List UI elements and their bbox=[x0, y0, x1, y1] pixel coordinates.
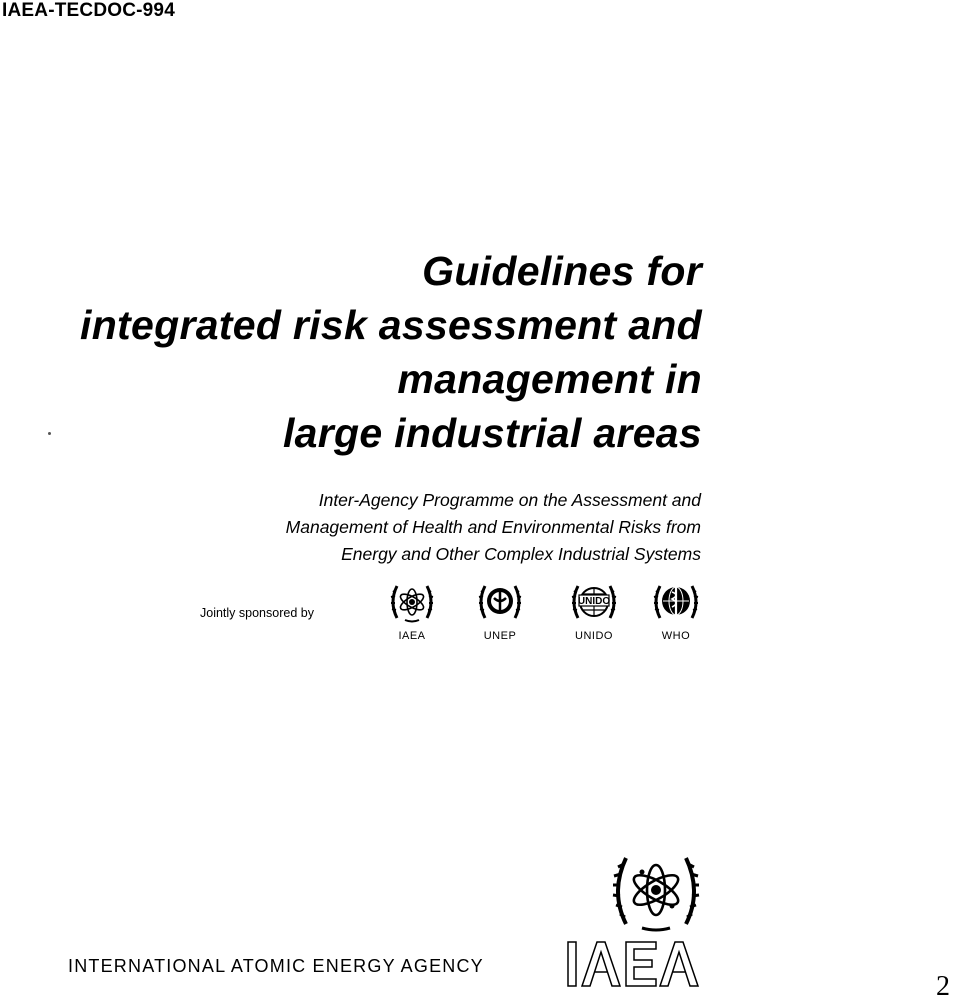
iaea-wordmark-logo bbox=[566, 938, 706, 990]
subtitle-line: Inter-Agency Programme on the Assessment and bbox=[318, 490, 701, 510]
sponsor-name: IAEA bbox=[398, 630, 426, 642]
iaea-seal bbox=[608, 848, 704, 937]
sponsor-logo-unido bbox=[566, 578, 622, 642]
title-line: large industrial areas bbox=[282, 410, 702, 456]
sponsor-logo-iaea bbox=[384, 578, 440, 642]
sponsor-label: Jointly sponsored by bbox=[200, 606, 314, 620]
page-number: 2 bbox=[936, 971, 950, 1002]
sponsor-name: WHO bbox=[661, 630, 691, 642]
title-line: Guidelines for bbox=[422, 248, 702, 294]
sponsor-name: UNEP bbox=[483, 630, 517, 642]
sponsor-logo-who bbox=[648, 578, 704, 642]
unido-emblem-text: UNIDO bbox=[577, 596, 611, 607]
agency-name: INTERNATIONAL ATOMIC ENERGY AGENCY bbox=[68, 956, 484, 976]
title-line: management in bbox=[397, 356, 702, 402]
title-line: integrated risk assessment and bbox=[80, 302, 702, 348]
sponsor-logo-unep bbox=[472, 578, 528, 642]
document-subtitle bbox=[286, 487, 701, 568]
subtitle-line: Energy and Other Complex Industrial Systems bbox=[341, 544, 701, 564]
stray-dot bbox=[48, 432, 51, 435]
document-title bbox=[80, 244, 702, 460]
subtitle-line: Management of Health and Environmental Risks from bbox=[285, 517, 701, 537]
iaea-wordmark bbox=[566, 938, 706, 995]
iaea-emblem-icon bbox=[387, 578, 437, 624]
unep-emblem-icon bbox=[475, 578, 525, 624]
iaea-wreath-icon bbox=[608, 848, 704, 932]
document-number: IAEA-TECDOC-994 bbox=[2, 0, 175, 21]
who-emblem-icon bbox=[651, 578, 701, 624]
unido-emblem-icon bbox=[569, 578, 619, 624]
sponsor-name: UNIDO bbox=[575, 630, 613, 642]
